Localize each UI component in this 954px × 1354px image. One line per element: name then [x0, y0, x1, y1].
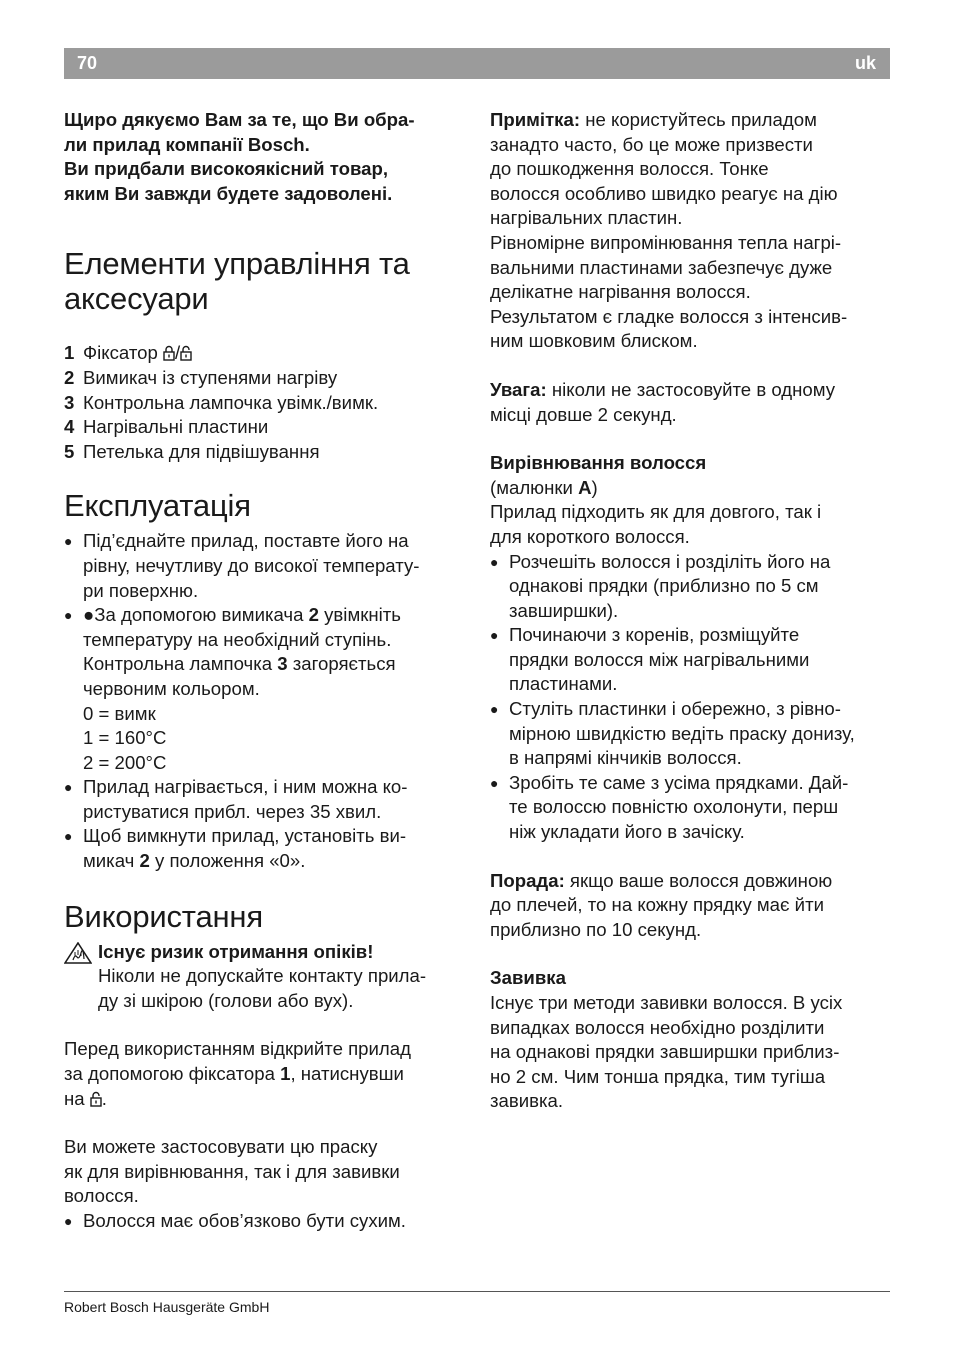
text-line: прядки волосся між нагрівальними	[509, 648, 810, 670]
bullet-icon: ●	[64, 779, 73, 796]
text-line: випадках волосся необхідно розділити	[490, 1016, 825, 1038]
footer-company: Robert Bosch Hausgeräte GmbH	[64, 1299, 270, 1315]
before-use-paragraph	[64, 1037, 464, 1111]
bullet-text	[509, 697, 892, 771]
bullet-icon: ●	[490, 553, 499, 570]
ref-number: 2	[139, 850, 150, 872]
controls-heading	[64, 246, 464, 316]
intro-line: Ви придбали високоякісний товар,	[64, 158, 389, 180]
text-line: Рівномірне випромінювання тепла нагрі-	[490, 231, 842, 253]
bullet-icon: ●	[64, 1213, 73, 1229]
text-line	[83, 603, 464, 628]
bullet-text	[83, 775, 464, 824]
bullet-text	[83, 824, 464, 873]
text-line: до пошкодження волосся. Тонке	[490, 158, 769, 180]
item-number: 4	[64, 416, 75, 438]
text-line	[64, 1062, 464, 1087]
section-title: Завивка	[490, 967, 566, 989]
note-paragraph	[490, 108, 892, 354]
text-line: місці довше 2 секунд.	[490, 403, 677, 425]
bullet-text	[509, 550, 892, 624]
text-line: ду зі шкірою (голови або вух).	[98, 989, 354, 1011]
text-fragment: не користуйтесь приладом	[580, 109, 817, 130]
list-item	[64, 391, 464, 416]
ref-number: 1	[280, 1063, 291, 1085]
text-fragment: за допомогою фіксатора	[64, 1063, 281, 1085]
text-line: нагрівальних пластин.	[490, 207, 683, 229]
setting-line: 1 = 160°C	[83, 727, 167, 749]
text-line: волосся.	[64, 1185, 139, 1207]
lock-open-icon	[180, 345, 192, 361]
text-line	[83, 652, 464, 677]
bullet-icon: ●	[490, 774, 499, 791]
item-text: Нагрівальні пластини	[83, 416, 269, 438]
text-line: в напрямі кінчиків волосся.	[509, 747, 742, 769]
intro-line: яким Ви завжди будете задоволені.	[64, 182, 393, 204]
page-number: 70	[77, 53, 98, 73]
text-line: пластинами.	[509, 673, 618, 695]
text-fragment: ніколи не застосовуйте в одному	[546, 378, 836, 400]
text-fragment: увімкніть	[318, 604, 401, 626]
lock-separator: /	[175, 342, 181, 364]
language-code: uk	[854, 53, 876, 73]
left-column	[64, 108, 464, 1234]
tip-label: Порада:	[490, 869, 565, 891]
can-use-paragraph	[64, 1135, 464, 1209]
list-item	[490, 771, 892, 845]
text-line: те волоссю повністю охолонути, перш	[509, 796, 839, 818]
text-line: завширшки).	[509, 599, 619, 621]
intro-line: ли прилад компанії Bosch.	[64, 133, 310, 155]
usage-heading: Використання	[64, 898, 263, 934]
text-line: волосся особливо швидко реагує на дію	[490, 182, 838, 204]
list-item	[64, 603, 464, 775]
item-number: 3	[64, 391, 75, 413]
item-number: 2	[64, 366, 75, 388]
text-line: Ви можете застосовувати цю праску	[64, 1136, 378, 1158]
list-item	[64, 440, 464, 465]
text-fragment: , натиснувши	[290, 1063, 404, 1085]
text-line: мірною швидкістю ведіть праску донизу,	[509, 722, 855, 744]
text-line: Починаючи з коренів, розміщуйте	[509, 624, 800, 646]
text-line: Перед використанням відкрийте прилад	[64, 1038, 411, 1060]
list-item	[64, 341, 464, 366]
text-line: червоним кольором.	[83, 677, 260, 699]
text-line: делікатне нагрівання волосся.	[490, 281, 751, 303]
text-line	[83, 849, 464, 874]
text-line: ристуватися прибл. через 35 хвил.	[83, 800, 382, 822]
bullet-text	[509, 771, 892, 845]
list-item	[490, 697, 892, 771]
list-item	[64, 529, 464, 603]
text-fragment: якщо ваше волосся довжиною	[564, 869, 833, 891]
section-title: Вирівнювання волосся	[490, 452, 707, 474]
list-item	[490, 550, 892, 624]
text-line: ніж укладати його в зачіску.	[509, 821, 745, 843]
dry-hair-list	[64, 1209, 464, 1234]
attention-paragraph	[490, 378, 892, 427]
burn-warning	[64, 940, 464, 1014]
bullet-icon: ●	[64, 607, 73, 624]
operation-list	[64, 529, 464, 873]
text-line: ри поверхню.	[83, 579, 199, 601]
text-line: ним шовковим блиском.	[490, 330, 698, 352]
operation-heading: Експлуатація	[64, 488, 251, 524]
straightening-section	[490, 451, 892, 845]
list-item	[64, 824, 464, 873]
lock-closed-icon	[163, 345, 175, 361]
list-item	[64, 366, 464, 391]
bullet-icon: ●	[64, 828, 73, 845]
text-line: Прилад нагрівається, і ним можна ко-	[83, 776, 408, 798]
list-item	[64, 775, 464, 824]
controls-list	[64, 341, 464, 464]
text-fragment: ●За допомогою вимикача	[83, 604, 309, 626]
straightening-steps	[490, 550, 892, 845]
text-line: як для вирівнювання, так і для завивки	[64, 1160, 400, 1182]
text-line	[490, 869, 892, 894]
setting-line: 2 = 200°C	[83, 751, 167, 773]
intro-line: Щиро дякуємо Вам за те, що Ви обра-	[64, 109, 415, 130]
text-line: занадто часто, бо це може призвести	[490, 133, 813, 155]
bullet-text	[83, 529, 464, 603]
text-line: Зробіть те саме з усіма прядками. Дай-	[509, 771, 849, 793]
footer-divider	[64, 1291, 890, 1292]
setting-line: 0 = вимк	[83, 702, 156, 724]
attention-label: Увага:	[490, 378, 547, 400]
item-number: 1	[64, 342, 75, 364]
list-item	[64, 1209, 464, 1234]
bullet-icon: ●	[490, 627, 499, 644]
intro-paragraph	[64, 108, 464, 206]
text-fragment: микач	[83, 850, 140, 872]
note-label: Примітка:	[490, 109, 581, 130]
controls-heading-line: аксесуари	[64, 281, 209, 317]
text-line	[490, 108, 892, 133]
text-line: до плечей, то на кожну прядку має йти	[490, 894, 824, 916]
bullet-text	[509, 623, 892, 697]
list-item	[64, 415, 464, 440]
lock-open-icon	[90, 1091, 102, 1107]
text-line: Результатом є гладке волосся з інтенсив-	[490, 305, 848, 327]
controls-heading-line: Елементи управління та	[64, 246, 410, 282]
page-header-bar	[64, 48, 890, 79]
item-text: Петелька для підвішування	[83, 440, 320, 462]
bullet-icon: ●	[64, 533, 73, 550]
text-line: однакові прядки (приблизно по 5 см	[509, 575, 819, 597]
item-text	[83, 341, 192, 366]
text-fragment: .	[101, 1087, 107, 1109]
warning-title: Існує ризик отримання опіків!	[98, 940, 374, 962]
list-item	[490, 623, 892, 697]
text-line	[490, 378, 892, 403]
text-fragment: у положення «0».	[149, 850, 306, 872]
text-line: Існує три методи завивки волосся. В усіх	[490, 992, 843, 1013]
text-fragment: загоряється	[287, 653, 396, 675]
text-line: Під’єднайте прилад, поставте його на	[83, 530, 409, 552]
warning-icon	[64, 940, 98, 1014]
ref-number: 3	[277, 653, 288, 675]
text-line	[64, 1087, 464, 1112]
text-line: температуру на необхідний ступінь.	[83, 628, 392, 650]
figure-ref: A	[578, 476, 592, 498]
text-line: Ніколи не допускайте контакту прила-	[98, 965, 427, 987]
text-line: Щоб вимкнути прилад, установіть ви-	[83, 825, 407, 847]
bullet-icon: ●	[490, 701, 499, 718]
text-line: вальними пластинами забезпечує дуже	[490, 256, 833, 278]
text-line: для короткого волосся.	[490, 525, 690, 547]
text-line	[490, 476, 892, 501]
bullet-text	[83, 603, 464, 775]
text-line: рівну, нечутливу до високої температу-	[83, 554, 420, 576]
right-column	[490, 108, 892, 1114]
text-fragment: Контрольна лампочка	[83, 653, 278, 675]
bullet-text: Волосся має обов’язково бути сухим.	[83, 1210, 406, 1231]
tip-paragraph	[490, 869, 892, 943]
text-line: Прилад підходить як для довгого, так і	[490, 501, 822, 523]
warning-text	[98, 940, 464, 1014]
text-line: завивка.	[490, 1090, 564, 1112]
text-line: Стуліть пластинки і обережно, з рівно-	[509, 698, 841, 720]
curling-section	[490, 966, 892, 1114]
text-line: на однакові прядки завширшки приблиз-	[490, 1041, 840, 1063]
text-fragment: )	[591, 476, 598, 498]
item-label: Фіксатор	[83, 342, 158, 364]
item-number: 5	[64, 440, 75, 462]
ref-number: 2	[308, 604, 319, 626]
text-fragment: (малюнки	[490, 476, 579, 498]
text-line: Розчешіть волосся і розділіть його на	[509, 550, 831, 572]
text-fragment: на	[64, 1087, 90, 1109]
text-line: но 2 см. Чим тонша прядка, тим тугіша	[490, 1065, 826, 1087]
text-line: приблизно по 10 секунд.	[490, 918, 702, 940]
item-text: Контрольна лампочка увімк./вимк.	[83, 391, 379, 413]
item-text: Вимикач із ступенями нагріву	[83, 366, 338, 388]
